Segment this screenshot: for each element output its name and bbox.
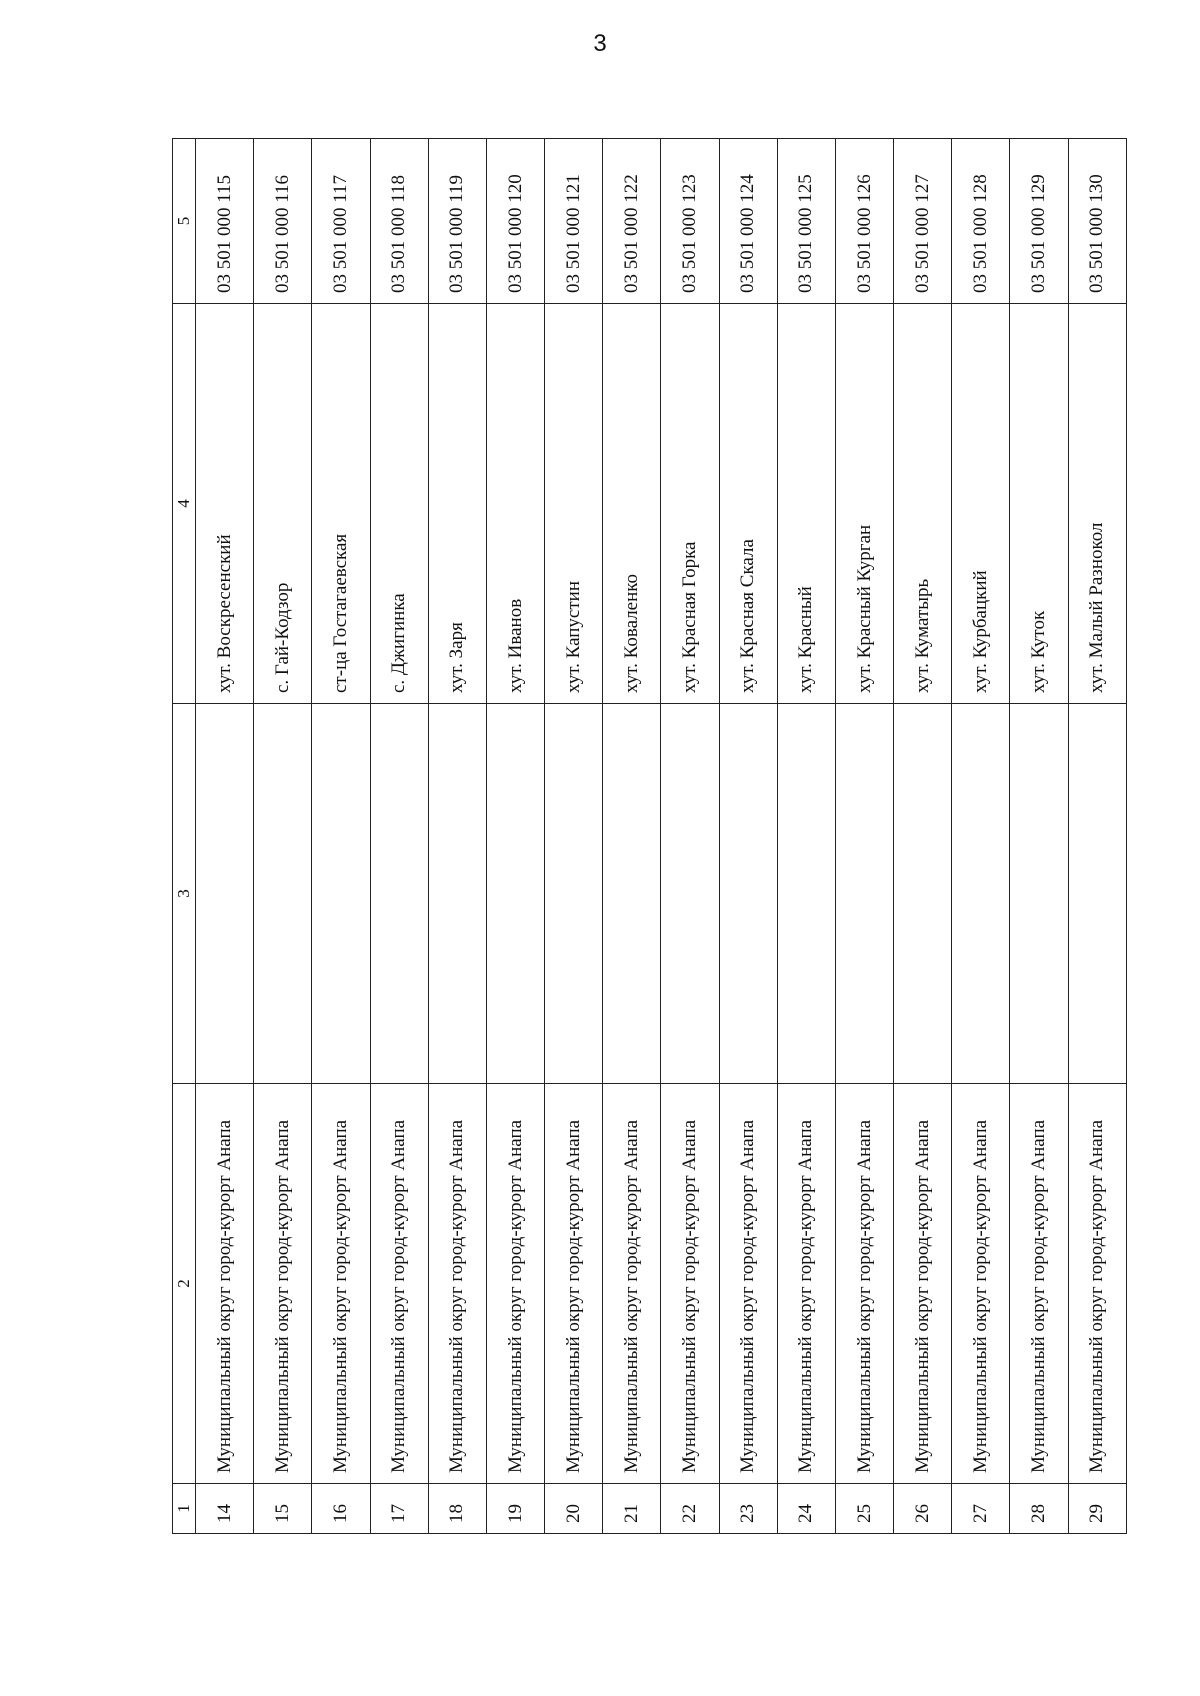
cell-num: 28 bbox=[1010, 1484, 1068, 1534]
cell-settlement: хут. Воскресенский bbox=[196, 304, 254, 704]
cell-district: Муниципальный округ город-курорт Анапа bbox=[835, 1084, 893, 1484]
cell-code: 03 501 000 125 bbox=[777, 139, 835, 304]
table-row bbox=[196, 139, 254, 1534]
cell-num: 25 bbox=[835, 1484, 893, 1534]
cell-col3 bbox=[661, 704, 719, 1084]
cell-settlement: хут. Капустин bbox=[545, 304, 603, 704]
cell-num: 14 bbox=[196, 1484, 254, 1534]
cell-col3 bbox=[486, 704, 544, 1084]
cell-district: Муниципальный округ город-курорт Анапа bbox=[603, 1084, 661, 1484]
cell-settlement: с. Джигинка bbox=[370, 304, 428, 704]
cell-col3 bbox=[777, 704, 835, 1084]
cell-district: Муниципальный округ город-курорт Анапа bbox=[1010, 1084, 1068, 1484]
cell-code: 03 501 000 122 bbox=[603, 139, 661, 304]
cell-settlement: с. Гай-Кодзор bbox=[254, 304, 312, 704]
cell-col3 bbox=[894, 704, 952, 1084]
header-cell: 1 bbox=[173, 1484, 196, 1534]
cell-district: Муниципальный округ город-курорт Анапа bbox=[486, 1084, 544, 1484]
header-cell: 3 bbox=[173, 704, 196, 1084]
cell-code: 03 501 000 127 bbox=[894, 139, 952, 304]
table-row bbox=[952, 139, 1010, 1534]
table-row bbox=[545, 139, 603, 1534]
cell-code: 03 501 000 115 bbox=[196, 139, 254, 304]
cell-district: Муниципальный округ город-курорт Анапа bbox=[1068, 1084, 1126, 1484]
cell-code: 03 501 000 121 bbox=[545, 139, 603, 304]
cell-code: 03 501 000 120 bbox=[486, 139, 544, 304]
cell-col3 bbox=[1068, 704, 1126, 1084]
cell-col3 bbox=[603, 704, 661, 1084]
cell-district: Муниципальный округ город-курорт Анапа bbox=[661, 1084, 719, 1484]
cell-num: 23 bbox=[719, 1484, 777, 1534]
table-row bbox=[370, 139, 428, 1534]
cell-code: 03 501 000 128 bbox=[952, 139, 1010, 304]
cell-code: 03 501 000 117 bbox=[312, 139, 370, 304]
cell-settlement: хут. Красная Скала bbox=[719, 304, 777, 704]
header-cell: 5 bbox=[173, 139, 196, 304]
settlements-table bbox=[172, 138, 1127, 1534]
table-row bbox=[777, 139, 835, 1534]
cell-district: Муниципальный округ город-курорт Анапа bbox=[719, 1084, 777, 1484]
cell-settlement: хут. Красная Горка bbox=[661, 304, 719, 704]
cell-num: 27 bbox=[952, 1484, 1010, 1534]
cell-num: 26 bbox=[894, 1484, 952, 1534]
cell-num: 24 bbox=[777, 1484, 835, 1534]
cell-code: 03 501 000 119 bbox=[428, 139, 486, 304]
cell-settlement: хут. Иванов bbox=[486, 304, 544, 704]
cell-num: 17 bbox=[370, 1484, 428, 1534]
cell-district: Муниципальный округ город-курорт Анапа bbox=[428, 1084, 486, 1484]
cell-col3 bbox=[719, 704, 777, 1084]
cell-code: 03 501 000 126 bbox=[835, 139, 893, 304]
cell-num: 16 bbox=[312, 1484, 370, 1534]
cell-col3 bbox=[545, 704, 603, 1084]
cell-district: Муниципальный округ город-курорт Анапа bbox=[254, 1084, 312, 1484]
table-row bbox=[835, 139, 893, 1534]
table-row bbox=[1068, 139, 1126, 1534]
table-header-row bbox=[173, 139, 196, 1534]
cell-settlement: хут. Куток bbox=[1010, 304, 1068, 704]
cell-district: Муниципальный округ город-курорт Анапа bbox=[894, 1084, 952, 1484]
cell-code: 03 501 000 124 bbox=[719, 139, 777, 304]
cell-num: 20 bbox=[545, 1484, 603, 1534]
page-number: 3 bbox=[593, 30, 607, 57]
table-row bbox=[486, 139, 544, 1534]
cell-code: 03 501 000 116 bbox=[254, 139, 312, 304]
cell-settlement: хут. Малый Разнокол bbox=[1068, 304, 1126, 704]
table-row bbox=[254, 139, 312, 1534]
table-row bbox=[719, 139, 777, 1534]
cell-district: Муниципальный округ город-курорт Анапа bbox=[196, 1084, 254, 1484]
cell-settlement: хут. Куматырь bbox=[894, 304, 952, 704]
cell-col3 bbox=[196, 704, 254, 1084]
cell-col3 bbox=[312, 704, 370, 1084]
cell-col3 bbox=[952, 704, 1010, 1084]
cell-col3 bbox=[835, 704, 893, 1084]
cell-settlement: хут. Курбацкий bbox=[952, 304, 1010, 704]
cell-settlement: хут. Коваленко bbox=[603, 304, 661, 704]
cell-col3 bbox=[370, 704, 428, 1084]
cell-code: 03 501 000 123 bbox=[661, 139, 719, 304]
cell-code: 03 501 000 130 bbox=[1068, 139, 1126, 304]
cell-num: 22 bbox=[661, 1484, 719, 1534]
cell-settlement: ст-ца Гостагаевская bbox=[312, 304, 370, 704]
cell-code: 03 501 000 118 bbox=[370, 139, 428, 304]
cell-col3 bbox=[428, 704, 486, 1084]
cell-col3 bbox=[254, 704, 312, 1084]
cell-num: 21 bbox=[603, 1484, 661, 1534]
cell-num: 19 bbox=[486, 1484, 544, 1534]
cell-district: Муниципальный округ город-курорт Анапа bbox=[370, 1084, 428, 1484]
table-row bbox=[894, 139, 952, 1534]
cell-district: Муниципальный округ город-курорт Анапа bbox=[545, 1084, 603, 1484]
cell-num: 15 bbox=[254, 1484, 312, 1534]
header-cell: 4 bbox=[173, 304, 196, 704]
cell-district: Муниципальный округ город-курорт Анапа bbox=[777, 1084, 835, 1484]
table-row bbox=[312, 139, 370, 1534]
cell-num: 18 bbox=[428, 1484, 486, 1534]
table-row bbox=[1010, 139, 1068, 1534]
table-row bbox=[428, 139, 486, 1534]
table-row bbox=[603, 139, 661, 1534]
table-row bbox=[661, 139, 719, 1534]
cell-settlement: хут. Заря bbox=[428, 304, 486, 704]
cell-district: Муниципальный округ город-курорт Анапа bbox=[952, 1084, 1010, 1484]
cell-col3 bbox=[1010, 704, 1068, 1084]
header-cell: 2 bbox=[173, 1084, 196, 1484]
cell-settlement: хут. Красный bbox=[777, 304, 835, 704]
rotated-table-container bbox=[172, 139, 1127, 1534]
cell-num: 29 bbox=[1068, 1484, 1126, 1534]
cell-settlement: хут. Красный Курган bbox=[835, 304, 893, 704]
cell-code: 03 501 000 129 bbox=[1010, 139, 1068, 304]
cell-district: Муниципальный округ город-курорт Анапа bbox=[312, 1084, 370, 1484]
